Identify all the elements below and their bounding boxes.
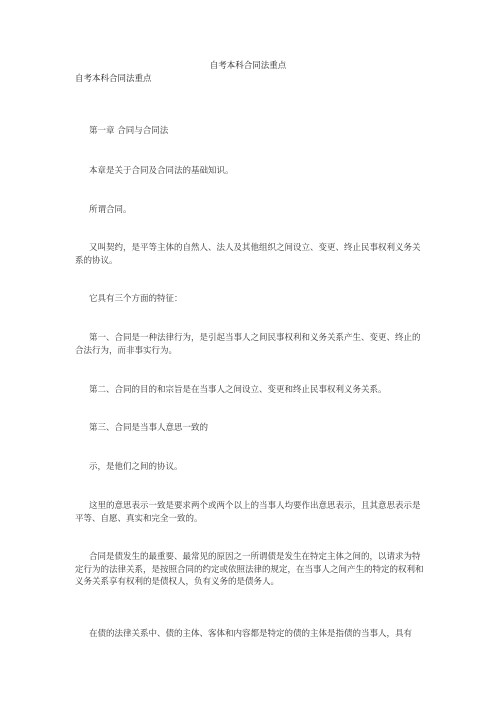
paragraph: 第三、合同是当事人意思一致的 — [89, 423, 209, 433]
paragraph: 又叫契约，是平等主体的自然人、法人及其他组织之间设立、变更、终止民事权利义务关系的协议。 — [75, 243, 421, 266]
paragraph: 它具有三个方面的特征： — [89, 294, 183, 304]
paragraph: 所谓合同。 — [89, 205, 132, 215]
paragraph: 在债的法律关系中、债的主体、客体和内容都是特定的债的主体是指债的当事人，具有 — [89, 629, 413, 639]
paragraph: 第二、合同的目的和宗旨是在当事人之间设立、变更和终止民事权利义务关系。 — [89, 385, 387, 395]
document-subtitle: 自考本科合同法重点 — [75, 74, 152, 84]
paragraph: 本章是关于合同及合同法的基础知识。 — [89, 166, 234, 176]
paragraph: 合同是债发生的最重要、最常见的原因之一所谓债是发生在特定主体之间的，以请求为特定行为的法律关系，是按照合同的约定或依照法律的规定，在当事人之间产生的特定的权利和义务关系享有权利的是债权人，负有义务的是债务人。 — [75, 552, 424, 587]
chapter-heading: 第一章 合同与合同法 — [89, 126, 169, 136]
document-title: 自考本科合同法重点 — [209, 61, 287, 71]
paragraph: 第一、合同是一种法律行为，是引起当事人之间民事权利和义务关系产生、变更、终止的合法行为，而非事实行为。 — [75, 333, 421, 356]
paragraph: 这里的意思表示一致是要求两个或两个以上的当事人均要作出意思表示，且其意思表示是平等、自愿、真实和完全一致的。 — [75, 501, 421, 524]
paragraph: 示，是他们之间的协议。 — [89, 462, 183, 472]
